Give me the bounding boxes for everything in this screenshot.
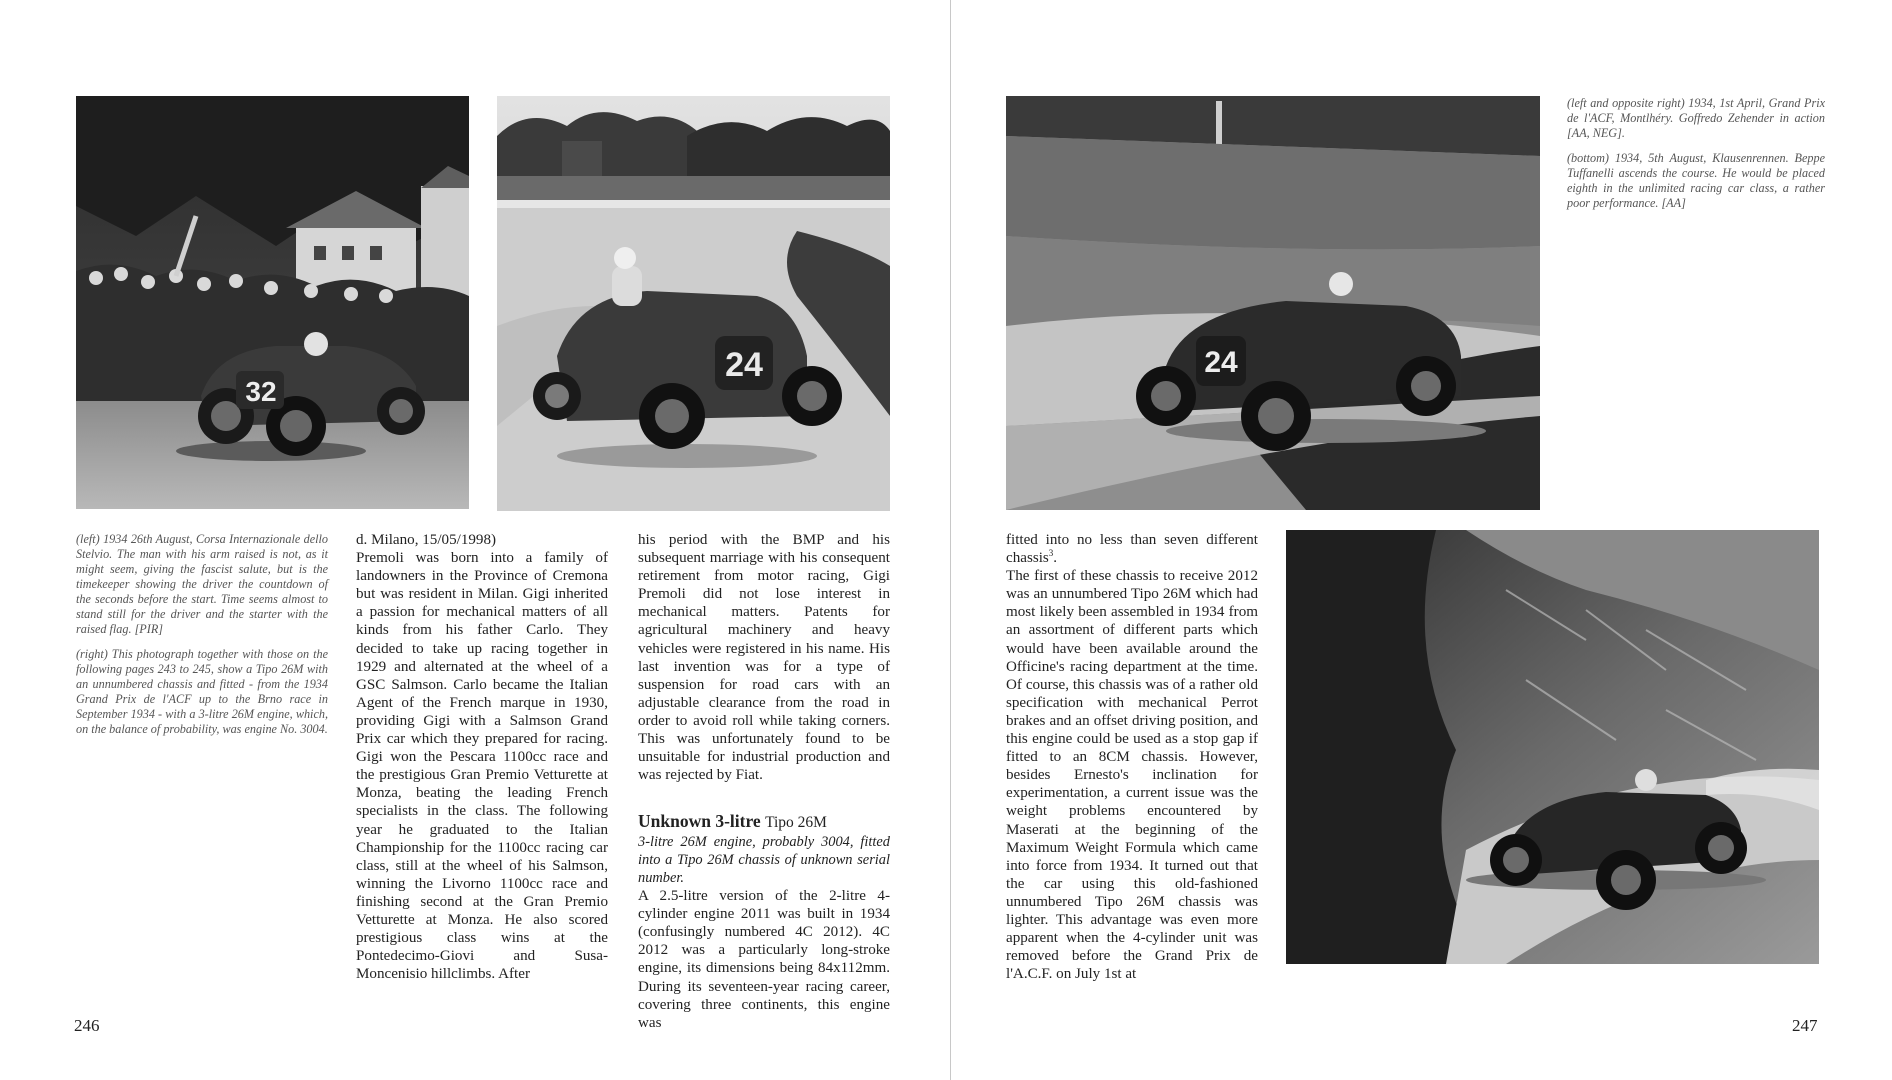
photo-montlhery: [1006, 96, 1540, 510]
section-heading: [638, 810, 890, 834]
page-number-left: 246: [74, 1016, 100, 1035]
photo3-car-number: 24: [1204, 346, 1238, 379]
photo-stelvio-start: [76, 96, 469, 509]
page-gutter: [950, 0, 951, 1080]
column3-body1: [1006, 531, 1258, 567]
footnote-marker: 3: [1048, 548, 1054, 559]
photo1-car-number: 32: [245, 376, 277, 407]
caption-left-photo: (left) 1934 26th August, Corsa Internazionale dello Stelvio. The man with his arm raised is not, as it might seem, giving the fascist salute, but is the timekeeper showing the driver the countdown of the seconds before the start. Time seems almost to stand still for the driver and the starter with the raised flag. [PIR]: [76, 532, 328, 636]
caption-right-page: [1567, 96, 1825, 221]
column2-body: his period with the BMP and his subsequent marriage with his consequent retirement from motor racing, Gigi Premoli did not lose interest in mechanical matters. Patents for agricultural machinery and heavy vehicles were registered in his name. His last invention was for a type of suspension for road cars with an adjustable clearance from the road in order to avoid roll while taking corners. This was unfortunately found to be unsuitable for industrial production and was rejected by Fiat.: [638, 532, 890, 784]
column1-body: Premoli was born into a family of landowners in the Province of Cremona but was resident in Milan. Gigi inherited a passion for mechanical matters of all kinds from his father Carlo. They decided to take up racing together in 1929 and alternated at the wheel of a GSC Salmson. Carlo became the Italian Agent of the French marque in 1930, providing Gigi with a Salmson Grand Prix car which they prepared for racing. Gigi won the Pescara 1100cc race and the prestigious Gran Premio Vetturette at Monza, beating the leading French specialists in the class. The following year he graduated to the Italian Championship for the 1100cc racing car class, still at the wheel of his Salmson, winning the Livorno 1100cc race and finishing second at the Gran Premio Vetturette at Monza. He also scored prestigious class wins at the Pontedecimo-Giovi and Susa-Moncenisio hillclimbs. After: [356, 550, 608, 983]
column3-body-after-sup: .: [1053, 550, 1058, 567]
text-column-3: [1006, 531, 1258, 983]
caption-right-photo: (right) This photograph together with those on the following pages 243 to 245, show a Tipo 26M with an unnumbered chassis and fitted - from the 1934 Grand Prix de l'ACF up to the Brno race in September 1934 - with a 3-litre 26M engine, which, on the balance of probability, was engine No. 3004.: [76, 647, 328, 736]
photo-klausenrennen: [1286, 530, 1819, 964]
section-heading-rest: Tipo 26M: [765, 814, 827, 832]
photo2-car-number: 24: [725, 346, 763, 384]
section-heading-bold: Unknown 3-litre: [638, 811, 761, 832]
caption-bottom: (bottom) 1934, 5th August, Klausenrennen. Beppe Tuffanelli ascends the course. He would be placed eighth in the unlimited racing car class, a rather poor performance. [AA]: [1567, 151, 1825, 210]
caption-left-page: [76, 532, 328, 747]
section-subheading: 3-litre 26M engine, probably 3004, fitted into a Tipo 26M chassis of unknown serial number.: [638, 834, 890, 886]
column1-line1: d. Milano, 15/05/1998): [356, 532, 497, 548]
photo-tipo26m-cornering: [497, 96, 890, 511]
text-column-1: [356, 531, 608, 983]
column3-body-before-sup: fitted into no less than seven different chassis: [1006, 532, 1258, 567]
column2-body2: A 2.5-litre version of the 2-litre 4-cylinder engine 2011 was built in 1934 (confusingly numbered 4C 2012). 4C 2012 was a particularly long-stroke engine, its dimensions being 84x112mm. During its seventeen-year racing career, covering three continents, this engine was: [638, 888, 890, 1031]
caption-top: (left and opposite right) 1934, 1st April, Grand Prix de l'ACF, Montlhéry. Goffredo Zehender in action [AA, NEG].: [1567, 96, 1825, 140]
text-column-2: [638, 531, 890, 1032]
page-number-right: 247: [1792, 1016, 1818, 1035]
column3-body2: The first of these chassis to receive 2012 was an unnumbered Tipo 26M which had most likely been assembled in 1934 from an assortment of different parts which would have been available around the Officine's racing department at the time. Of course, this chassis was of a rather old specification with mechanical Perrot brakes and an offset driving position, and this engine could be used as a stop gap if fitted to an 8CM chassis. However, besides Ernesto's inclination for experimentation, a current issue was the weight problems encountered by Maserati at the beginning of the Maximum Weight Formula which came into force from 1934. It turned out that the car using this old-fashioned unnumbered Tipo 26M chassis was lighter. This advantage was even more apparent when the 4-cylinder unit was removed before the Grand Prix de l'A.C.F. on July 1st at: [1006, 568, 1258, 983]
